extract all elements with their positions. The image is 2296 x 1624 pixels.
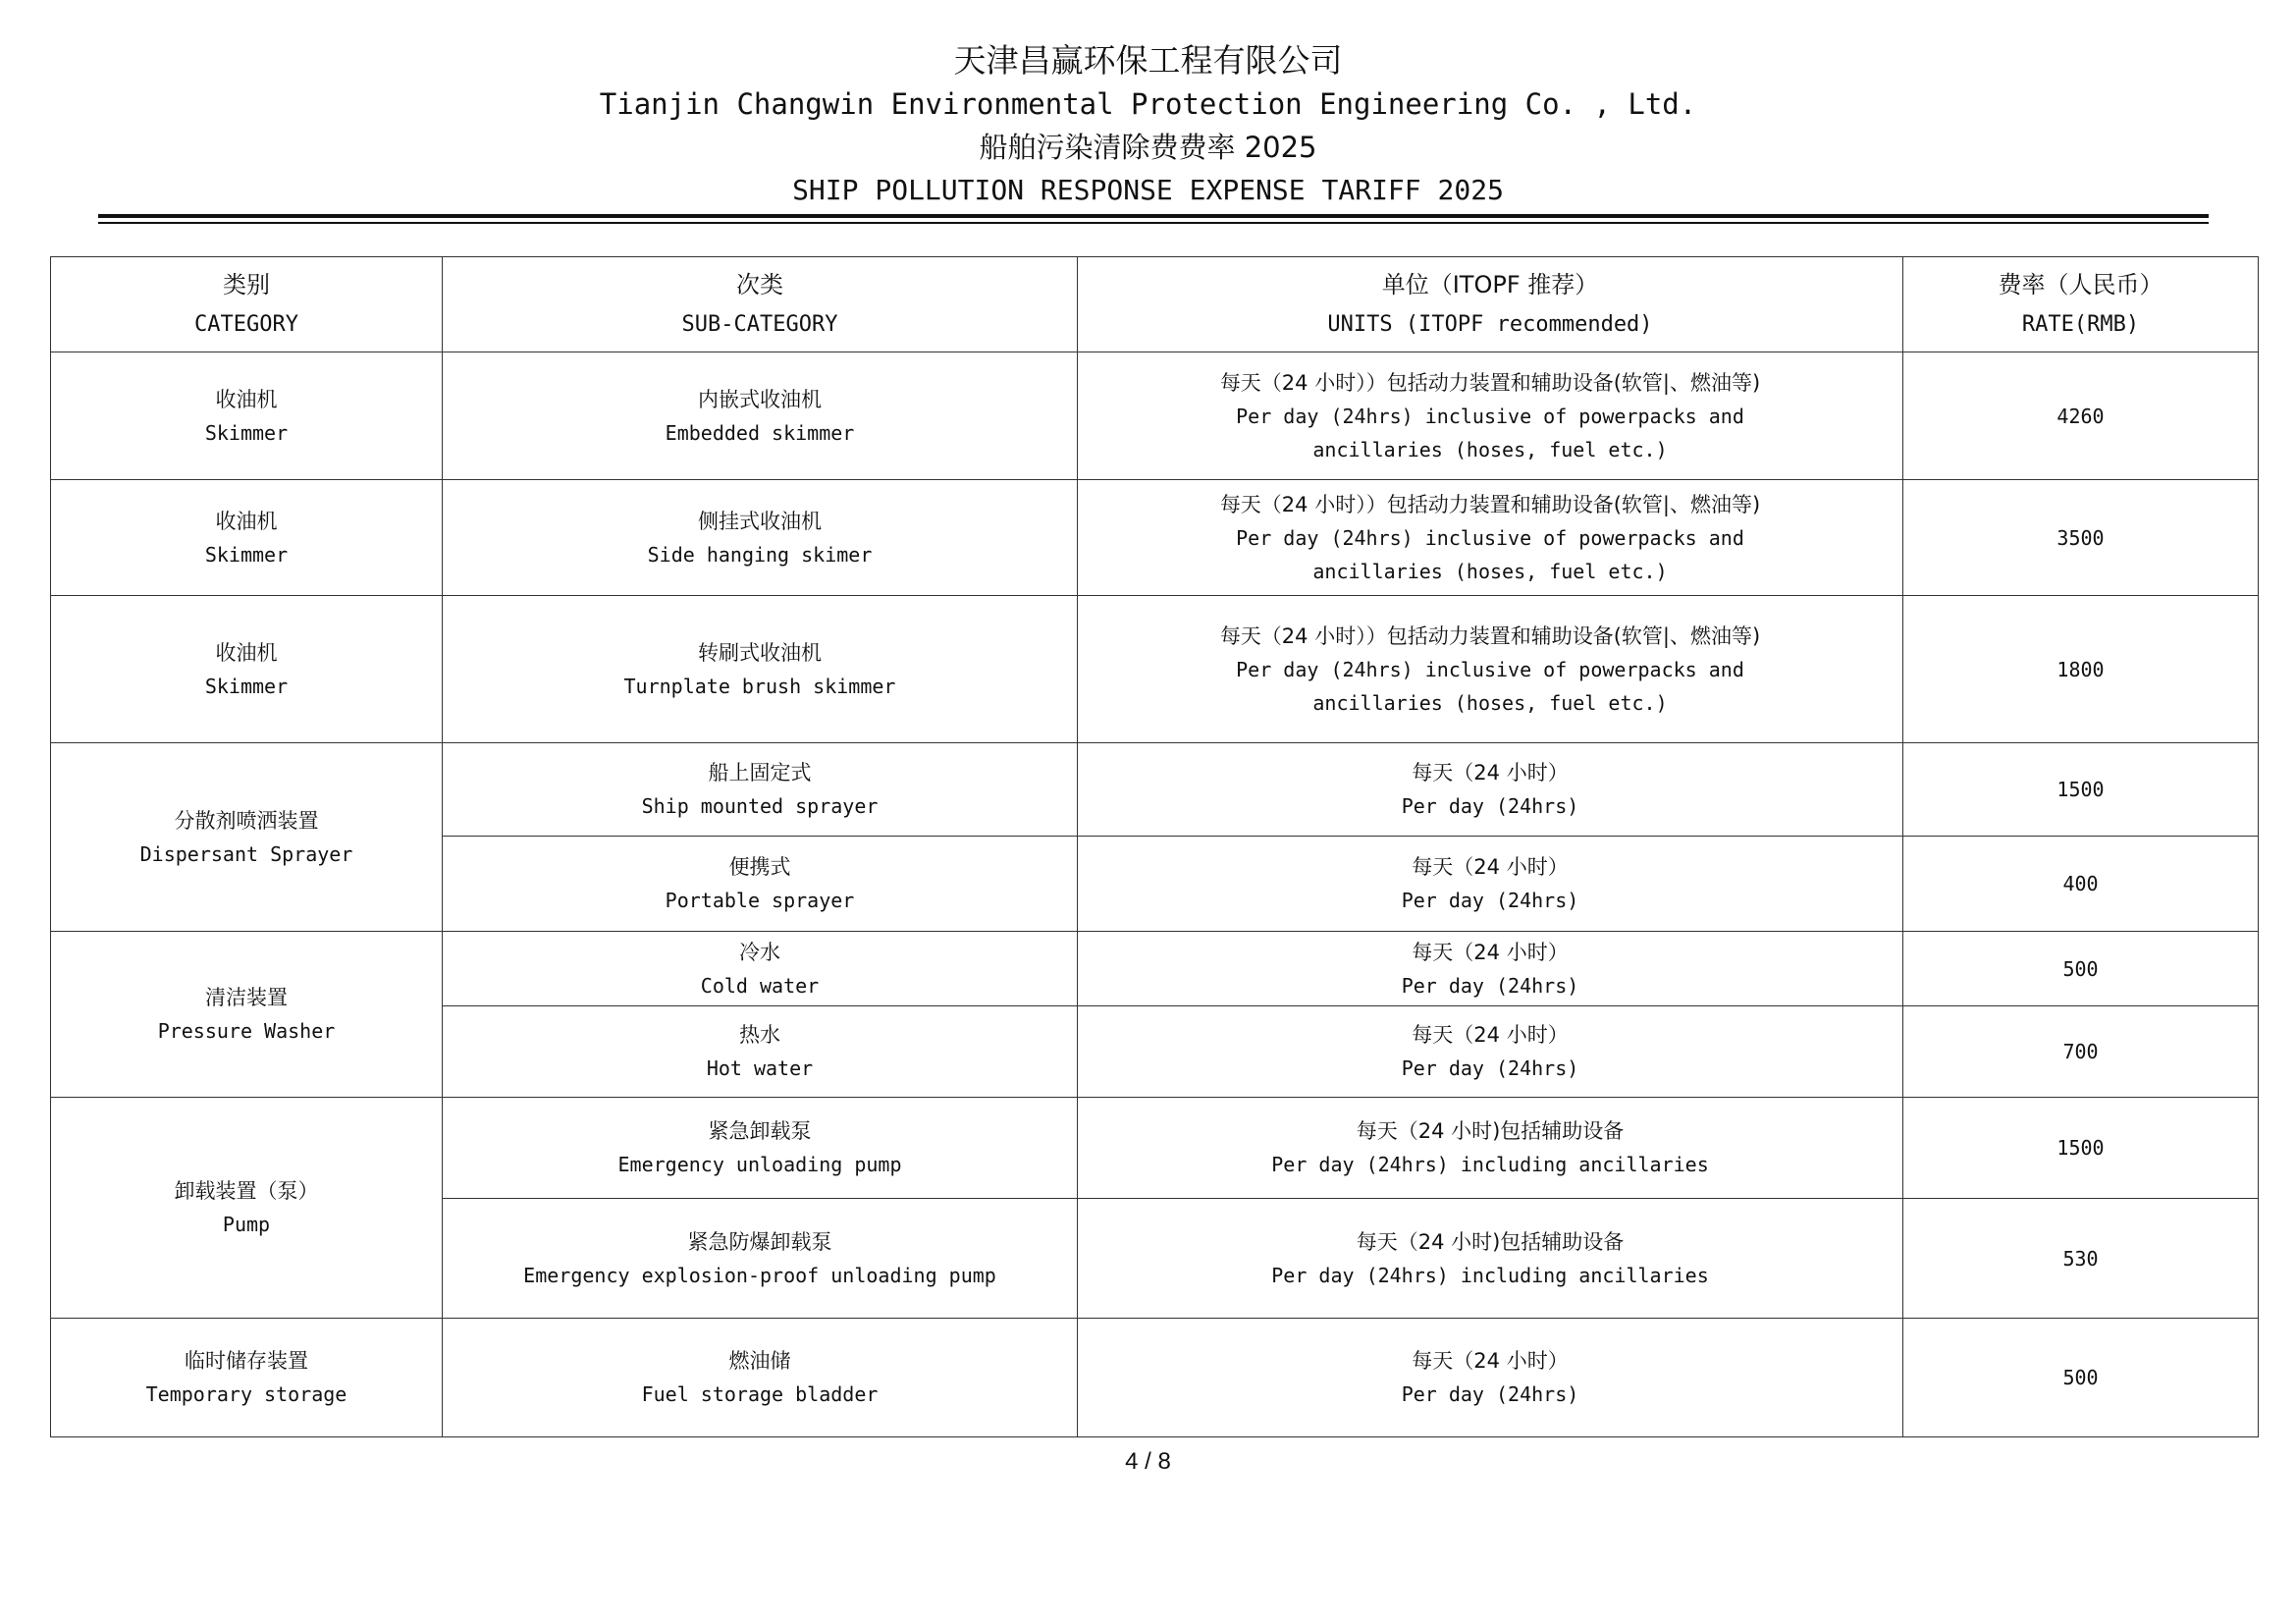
table-row [51,596,2259,743]
units-cell: 每天（24 小时） Per day (24hrs) [1078,837,1903,932]
units-cell: 每天（24 小时） Per day (24hrs) [1078,1319,1903,1437]
header-rule-thin [98,222,2209,224]
category-cell: 分散剂喷洒装置 Dispersant Sprayer [51,743,443,932]
tariff-table [50,256,2259,1437]
category-cell: 卸载装置（泵） Pump [51,1098,443,1319]
category-cell: 收油机 Skimmer [51,352,443,480]
table-row [51,480,2259,596]
tariff-title-en: SHIP POLLUTION RESPONSE EXPENSE TARIFF 2025 [792,174,1504,206]
units-cell: 每天（24 小时)包括辅助设备 Per day (24hrs) including ancillaries [1078,1199,1903,1319]
table-row [51,743,2259,837]
sub-category-cell: 紧急防爆卸载泵 Emergency explosion-proof unloading pump [443,1199,1078,1319]
category-cell: 收油机 Skimmer [51,596,443,743]
sub-category-cell: 紧急卸载泵 Emergency unloading pump [443,1098,1078,1199]
units-cell: 每天（24 小时） Per day (24hrs) [1078,1006,1903,1098]
rate-cell: 1500 [1903,1098,2259,1199]
table-row [51,1319,2259,1437]
company-name-cn: 天津昌赢环保工程有限公司 [953,41,1343,80]
column-header-sub-category: 次类 SUB-CATEGORY [443,257,1078,352]
units-cell: 每天（24 小时） Per day (24hrs) [1078,743,1903,837]
category-cell: 收油机 Skimmer [51,480,443,596]
tariff-title-cn: 船舶污染清除费费率 2025 [979,131,1317,164]
company-name-en: Tianjin Changwin Environmental Protection Engineering Co. , Ltd. [599,87,1697,121]
table-header-row [51,257,2259,352]
table-row [51,1098,2259,1199]
document-header [0,39,2296,212]
page-number: 4 / 8 [1125,1448,1171,1475]
column-header-units: 单位（ITOPF 推荐） UNITS (ITOPF recommended) [1078,257,1903,352]
rate-cell: 530 [1903,1199,2259,1319]
rate-cell: 1800 [1903,596,2259,743]
units-cell: 每天（24 小时））包括动力装置和辅助设备(软管|、燃油等) Per day (24hrs) inclusive of powerpacks and ancillaries (hoses, fuel etc.) [1078,352,1903,480]
units-cell: 每天（24 小时））包括动力装置和辅助设备(软管|、燃油等) Per day (24hrs) inclusive of powerpacks and ancillaries (hoses, fuel etc.) [1078,480,1903,596]
units-cell: 每天（24 小时） Per day (24hrs) [1078,932,1903,1006]
sub-category-cell: 燃油储 Fuel storage bladder [443,1319,1078,1437]
rate-cell: 700 [1903,1006,2259,1098]
sub-category-cell: 便携式 Portable sprayer [443,837,1078,932]
rate-cell: 500 [1903,932,2259,1006]
column-header-rate: 费率（人民币） RATE(RMB) [1903,257,2259,352]
units-cell: 每天（24 小时)包括辅助设备 Per day (24hrs) including ancillaries [1078,1098,1903,1199]
sub-category-cell: 内嵌式收油机 Embedded skimmer [443,352,1078,480]
table-row [51,932,2259,1006]
rate-cell: 4260 [1903,352,2259,480]
rate-cell: 1500 [1903,743,2259,837]
table-row [51,352,2259,480]
sub-category-cell: 冷水 Cold water [443,932,1078,1006]
category-cell: 清洁装置 Pressure Washer [51,932,443,1098]
units-cell: 每天（24 小时））包括动力装置和辅助设备(软管|、燃油等) Per day (24hrs) inclusive of powerpacks and ancillaries (hoses, fuel etc.) [1078,596,1903,743]
column-header-category: 类别 CATEGORY [51,257,443,352]
sub-category-cell: 热水 Hot water [443,1006,1078,1098]
sub-category-cell: 侧挂式收油机 Side hanging skimer [443,480,1078,596]
rate-cell: 3500 [1903,480,2259,596]
rate-cell: 400 [1903,837,2259,932]
header-rule-thick [98,214,2209,218]
sub-category-cell: 船上固定式 Ship mounted sprayer [443,743,1078,837]
category-cell: 临时储存装置 Temporary storage [51,1319,443,1437]
sub-category-cell: 转刷式收油机 Turnplate brush skimmer [443,596,1078,743]
rate-cell: 500 [1903,1319,2259,1437]
